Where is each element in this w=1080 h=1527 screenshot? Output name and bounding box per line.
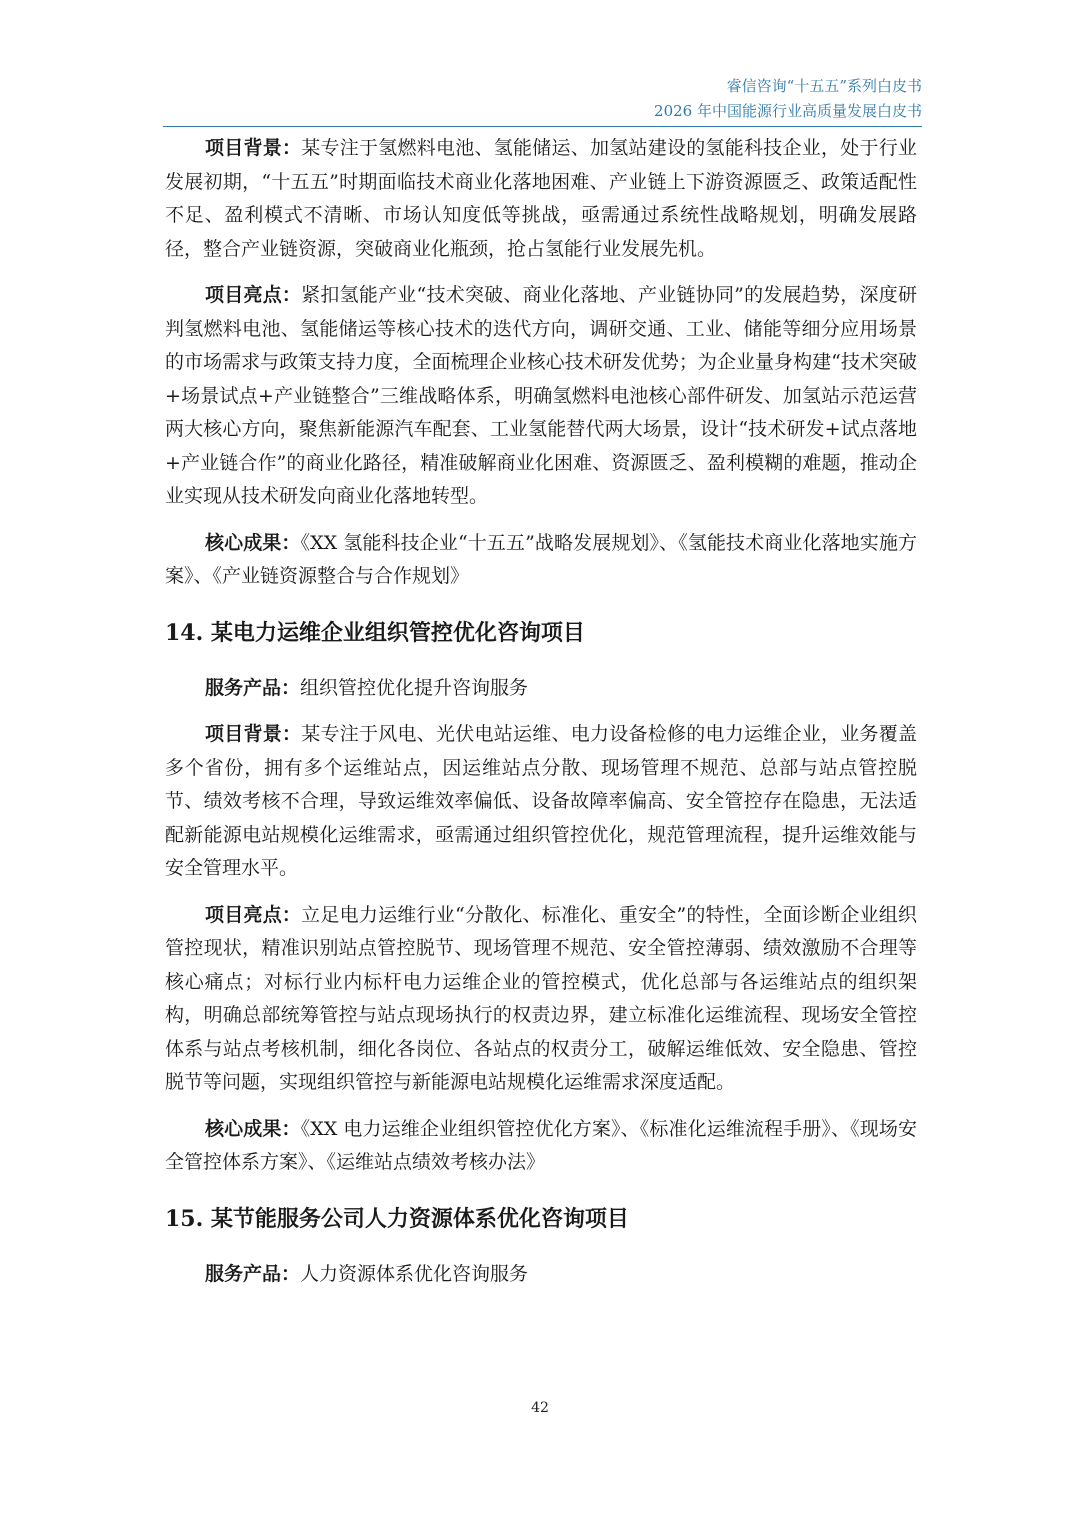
paragraph-label: 项目背景：: [205, 723, 302, 745]
project14-background: [165, 718, 917, 886]
paragraph-text: 某专注于氢燃料电池、氢能储运、加氢站建设的氢能科技企业，处于行业发展初期，“十五五”时期面临技术商业化落地困难、产业链上下游资源匮乏、政策适配性不足、盈利模式不清晰、市场认知度低等挑战，亟需通过系统性战略规划，明确发展路径，整合产业链资源，突破商业化瓶颈，抢占氢能行业发展先机。: [165, 137, 917, 260]
paragraph-text: 组织管控优化提升咨询服务: [300, 676, 529, 699]
paragraph-label: 服务产品：: [205, 676, 301, 699]
paragraph-text: 某专注于风电、光伏电站运维、电力设备检修的电力运维企业，业务覆盖多个省份，拥有多个运维站点，因运维站点分散、现场管理不规范、总部与站点管控脱节、绩效考核不合理，导致运维效率偏低、设备故障率偏高、安全管控存在隐患，无法适配新能源电站规模化运维需求，亟需通过组织管控优化，规范管理流程，提升运维效能与安全管理水平。: [165, 723, 917, 879]
paragraph-text: 《XX 电力运维企业组织管控优化方案》、《标准化运维流程手册》、《现场安全管控体系方案》、《运维站点绩效考核办法》: [165, 1117, 917, 1173]
paragraph-label: 服务产品：: [205, 1262, 301, 1285]
paragraph-label: 项目亮点：: [205, 903, 302, 926]
paragraph-label: 核心成果：: [205, 531, 301, 554]
paragraph-text: 立足电力运维行业“分散化、标准化、重安全”的特性，全面诊断企业组织管控现状，精准识别站点管控脱节、现场管理不规范、安全管控薄弱、绩效激励不合理等核心痛点；对标行业内标杆电力运维企业的管控模式，优化总部与各运维站点的组织架构，明确总部统筹管控与站点现场执行的权责边界，建立标准化运维流程、现场安全管控体系与站点考核机制，细化各岗位、各站点的权责分工，破解运维低效、安全隐患、管控脱节等问题，实现组织管控与新能源电站规模化运维需求深度适配。: [165, 903, 917, 1093]
project14-highlights: [165, 899, 917, 1100]
project14-results: [165, 1113, 917, 1180]
project14-service: [165, 672, 917, 706]
paragraph-text: 《XX 氢能科技企业“十五五”战略发展规划》、《氢能技术商业化落地实施方案》、《产业链资源整合与合作规划》: [165, 531, 917, 587]
paragraph-label: 项目亮点：: [205, 284, 302, 306]
page-body: [165, 132, 917, 1304]
project15-title: 15. 某节能服务公司人力资源体系优化咨询项目: [165, 1205, 629, 1232]
page-number: 42: [531, 1400, 549, 1416]
header-series-title: 睿信咨询“十五五”系列白皮书: [726, 77, 922, 95]
paragraph-label: 核心成果：: [205, 1117, 301, 1140]
project13-results: [165, 527, 917, 594]
page-header: [654, 74, 922, 124]
paragraph-label: 项目背景：: [205, 137, 302, 159]
project14-title: 14. 某电力运维企业组织管控优化咨询项目: [165, 619, 585, 646]
header-divider: [163, 126, 922, 127]
paragraph-text: 紧扣氢能产业“技术突破、商业化落地、产业链协同”的发展趋势，深度研判氢燃料电池、氢能储运等核心技术的迭代方向，调研交通、工业、储能等细分应用场景的市场需求与政策支持力度，全面梳理企业核心技术研发优势；为企业量身构建“技术突破+场景试点+产业链整合”三维战略体系，明确氢燃料电池核心部件研发、加氢站示范运营两大核心方向，聚焦新能源汽车配套、工业氢能替代两大场景，设计“技术研发+试点落地+产业链合作”的商业化路径，精准破解商业化困难、资源匮乏、盈利模糊的难题，推动企业实现从技术研发向商业化落地转型。: [165, 284, 917, 507]
project15-service: [165, 1258, 917, 1292]
project13-highlights: [165, 279, 917, 514]
paragraph-text: 人力资源体系优化咨询服务: [300, 1262, 529, 1285]
project13-background: [165, 132, 917, 266]
header-report-title: 2026 年中国能源行业高质量发展白皮书: [654, 102, 922, 120]
